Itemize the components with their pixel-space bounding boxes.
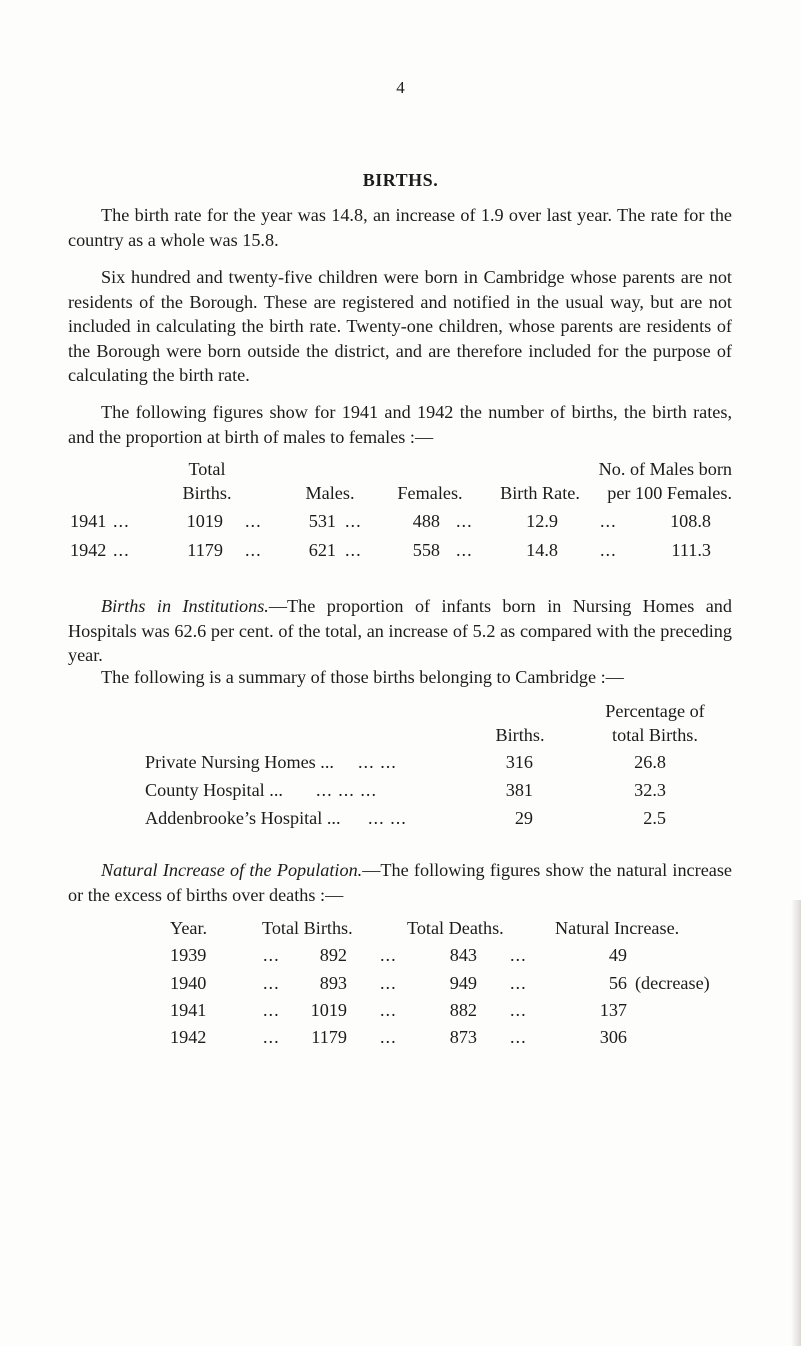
header-year: Year. — [170, 918, 208, 938]
cell-births: 1019 — [310, 1000, 347, 1020]
header-total-births: Total Births. — [262, 918, 353, 938]
paragraph-institutions — [68, 594, 732, 668]
header-natural-increase: Natural Increase. — [555, 918, 680, 938]
header-total-deaths: Total Deaths. — [407, 918, 504, 938]
paragraph-summary-intro: The following is a summary of those births belonging to Cambridge :— — [101, 667, 624, 687]
cell-rate: 12.9 — [526, 511, 558, 531]
paragraph-non-residents: Six hundred and twenty-five children were born in Cambridge whose parents are not residents of the Borough. These are registered and notified in the usual way, but are not included in calculating the birth rate. Twenty-one children, whose parents are residents of the Borough were born outside the district, and are therefore included for the purpose of calculating the birth rate. — [68, 267, 732, 385]
cell-total: 1179 — [187, 540, 223, 560]
natural-increase-text: —The following figures show the natural increase or the excess of births over deaths :— — [68, 860, 732, 905]
header-birth-rate: Birth Rate. — [500, 483, 580, 503]
cell-females: 558 — [412, 540, 440, 560]
cell-rate: 14.8 — [526, 540, 558, 560]
cell-increase: 56 — [608, 973, 627, 993]
cell-females: 488 — [412, 511, 440, 531]
cell-year: 1942 — [70, 540, 107, 560]
cell-year: 1942 — [170, 1027, 207, 1047]
cell-year: 1940 — [170, 973, 207, 993]
header-ratio-line2: per 100 Females. — [607, 483, 732, 503]
cell-births: 893 — [319, 973, 347, 993]
header-females: Females. — [397, 483, 463, 503]
cell-total: 1019 — [186, 511, 223, 531]
cell-year: 1941 — [170, 1000, 207, 1020]
header-total-line1: Total — [188, 459, 226, 479]
page-edge-shadow — [791, 900, 801, 1346]
cell-deaths: 843 — [449, 945, 477, 965]
cell-pct: 26.8 — [634, 752, 666, 772]
paragraph-figures-intro: The following figures show for 1941 and 1942 the number of births, the birth rates, and the proportion at birth of males to females :— — [68, 402, 732, 447]
cell-increase: 306 — [599, 1027, 627, 1047]
cell-year: 1939 — [170, 945, 207, 965]
institutions-text: —The proportion of infants born in Nursing Homes and Hospitals was 62.6 per cent. of the total, an increase of 5.2 as compared with the preceding year. — [68, 596, 732, 665]
cell-ratio: 108.8 — [670, 511, 711, 531]
cell-increase: 49 — [608, 945, 627, 965]
institutions-heading: Births in Institutions. — [101, 596, 269, 616]
cell-deaths: 949 — [449, 973, 477, 993]
cell-note: (decrease) — [635, 973, 710, 993]
header-pct-line1: Percentage of — [605, 701, 705, 721]
natural-increase-heading: Natural Increase of the Population. — [101, 860, 363, 880]
cell-institution: Private Nursing Homes ... — [145, 752, 334, 772]
header-ratio-line1: No. of Males born — [598, 459, 732, 479]
cell-institution: Addenbrooke’s Hospital ... — [145, 808, 341, 828]
cell-births: 29 — [514, 808, 533, 828]
header-males: Males. — [305, 483, 355, 503]
cell-births: 316 — [505, 752, 533, 772]
cell-males: 531 — [308, 511, 336, 531]
cell-deaths: 882 — [449, 1000, 477, 1020]
cell-institution: County Hospital ... — [145, 780, 283, 800]
header-total-line2: Births. — [182, 483, 232, 503]
header-pct-line2: total Births. — [612, 725, 698, 745]
page-number: 4 — [396, 78, 405, 97]
cell-pct: 32.3 — [634, 780, 666, 800]
cell-deaths: 873 — [449, 1027, 477, 1047]
cell-births: 892 — [319, 945, 347, 965]
cell-ratio: 111.3 — [671, 540, 711, 560]
header-births: Births. — [495, 725, 545, 745]
cell-births: 381 — [505, 780, 533, 800]
page-title: BIRTHS. — [362, 170, 439, 190]
paragraph-natural-increase — [68, 858, 732, 907]
cell-births: 1179 — [311, 1027, 347, 1047]
paragraph-birth-rate: The birth rate for the year was 14.8, an increase of 1.9 over last year. The rate for the country as a whole was 15.8. — [68, 205, 732, 250]
cell-males: 621 — [308, 540, 336, 560]
cell-pct: 2.5 — [643, 808, 666, 828]
cell-increase: 137 — [599, 1000, 627, 1020]
cell-year: 1941 — [70, 511, 107, 531]
